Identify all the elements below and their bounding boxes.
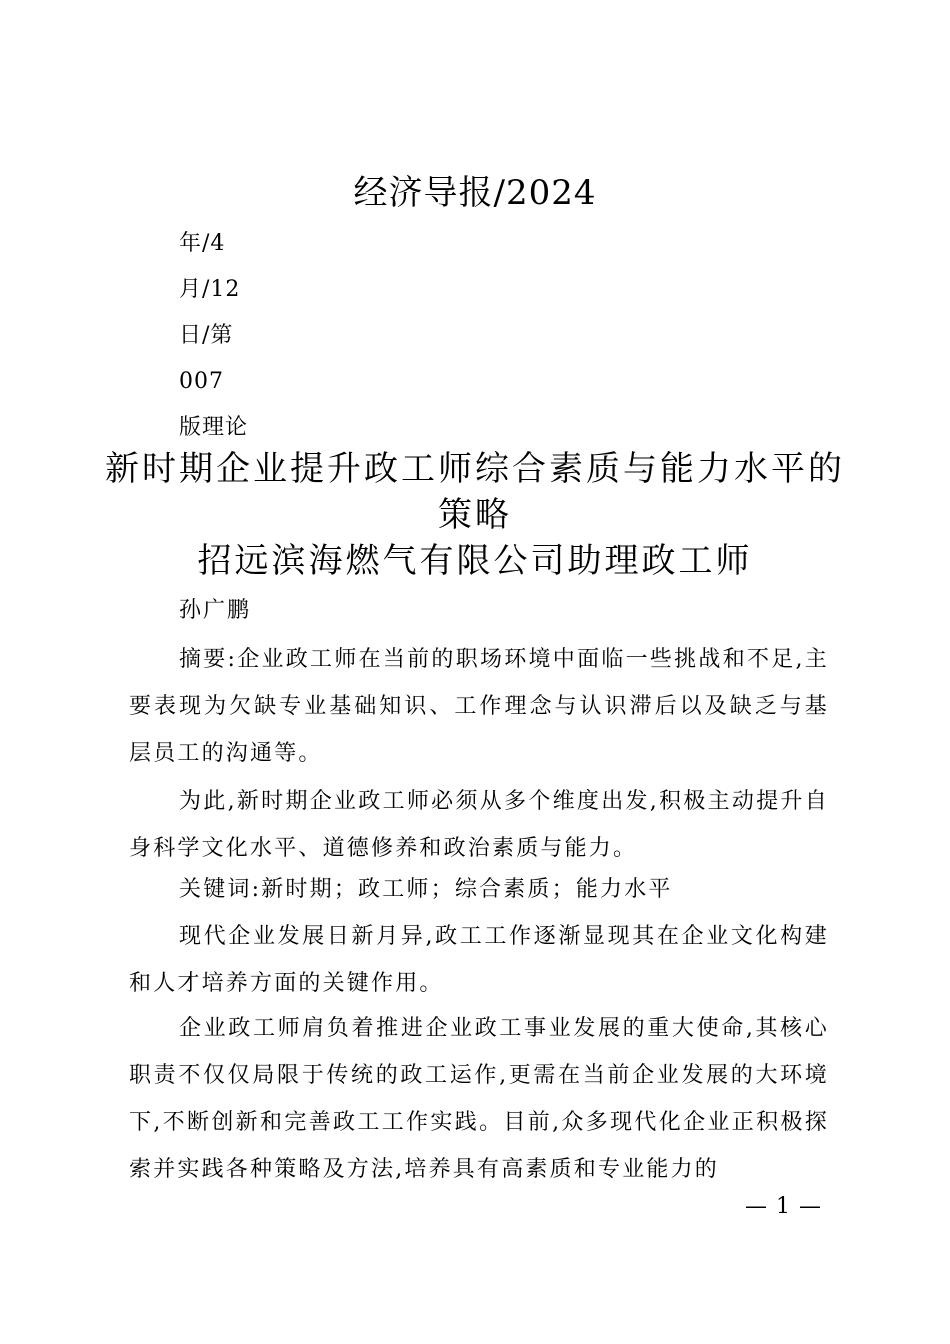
date-line-year: 年/4 — [179, 231, 226, 256]
abstract-paragraph: 摘要:企业政工师在当前的职场环境中面临一些挑战和不足,主要表现为欠缺专业基础知识、工作理念与认识滞后以及缺乏与基层员工的沟通等。 — [129, 647, 829, 766]
article-headline-line2: 策略 — [438, 495, 512, 535]
article-subheadline: 招远滨海燃气有限公司助理政工师 — [197, 541, 753, 581]
body-paragraph: 企业政工师肩负着推进企业政工事业发展的重大使命,其核心职责不仅仅局限于传统的政工运作,更需在当前企业发展的大环境下,不断创新和完善政工工作实践。目前,众多现代化企业正积极探索并实践各种策略及方法,培养具有高素质和专业能力的 — [129, 1016, 829, 1182]
date-line-month: 月/12 — [179, 277, 241, 302]
section-name: 版理论 — [179, 415, 249, 440]
date-line-day: 日/第 — [179, 323, 234, 348]
edition-number: 007 — [179, 369, 224, 394]
author-name: 孙广鹏 — [179, 598, 252, 623]
article-headline-line1: 新时期企业提升政工师综合素质与能力水平的 — [105, 449, 845, 489]
newspaper-title: 经济导报/2024 — [353, 173, 597, 213]
body-paragraph: 为此,新时期企业政工师必须从多个维度出发,积极主动提升自身科学文化水平、道德修养和政治素质与能力。 — [129, 789, 829, 861]
body-paragraph: 现代企业发展日新月异,政工工作逐渐显现其在企业文化构建和人才培养方面的关键作用。 — [129, 924, 829, 996]
page-number: — 1 — — [745, 1194, 822, 1219]
keywords-paragraph: 关键词:新时期；政工师；综合素质；能力水平 — [179, 877, 673, 902]
